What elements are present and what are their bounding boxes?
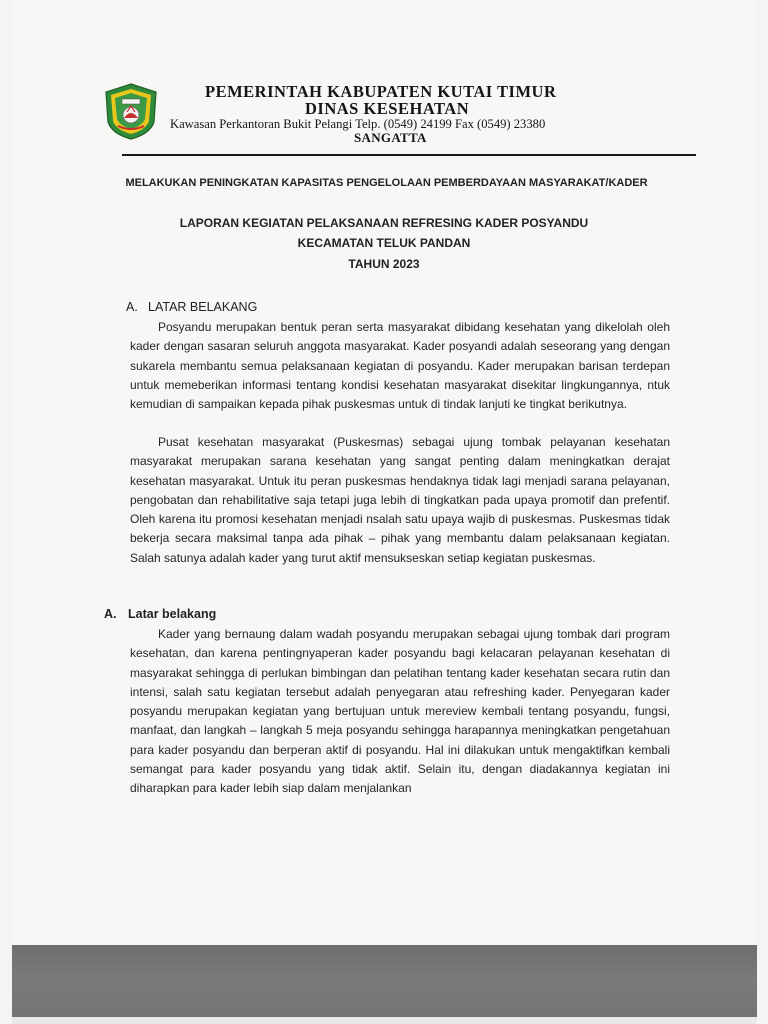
letterhead-city: SANGATTA: [354, 130, 427, 145]
section-heading-text: LATAR BELAKANG: [148, 300, 258, 314]
section-number: A.: [104, 607, 117, 621]
kutai-timur-emblem-icon: [100, 82, 162, 140]
section-heading: [104, 607, 216, 621]
section-number: A.: [126, 300, 138, 314]
activity-title: MELAKUKAN PENINGKATAN KAPASITAS PENGELOLAAN PEMBERDAYAAN MASYARAKAT/KADER: [125, 177, 648, 189]
letterhead-divider: [122, 154, 696, 156]
paragraph: Pusat kesehatan masyarakat (Puskesmas) sebagai ujung tombak pelayanan kesehatan masyarakat merupakan sarana kesehatan yang sangat penting dalam meningkatkan derajat kesehatan masyarakat. Untuk itu peran puskesmas hendaknya tidak lagi menjadi sarana pelayanan, pengobatan dan rehabilitative saja tetapi juga lebih di tingkatkan pada upaya promotif dan prefentif. Oleh karena itu promosi kesehatan menjadi nsalah satu upaya wajib di puskesmas. Puskesmas tidak bekerja secara maksimal tanpa ada pihak – pihak yang membantu dalam pelaksanaan kegiatan. Salah satunya adalah kader yang turut aktif mensukseskan setiap kegiatan puskesmas.: [130, 435, 670, 565]
paragraph: Posyandu merupakan bentuk peran serta masyarakat dibidang kesehatan yang dikelolah oleh kader dengan sasaran seluruh anggota masyarakat. Kader posyandi adalah seseorang yang dengan sukarela membantu semua pelaksanaan kegiatan di posyandu. Kader merupakan barisan terdepan untuk memeberikan informasi tentang kondisi kesehatan masyarakat disekitar lingkungannya, ntuk kemudian di sampaikan kepada pihak puskesmas untuk di tindak lanjuti ke tingkat berikutnya.: [130, 320, 670, 412]
letterhead-agency: DINAS KESEHATAN: [305, 99, 470, 118]
viewer-bottom-bar: [12, 945, 757, 1017]
viewer-bottom-strip: [12, 1017, 757, 1024]
letterhead-address: Kawasan Perkantoran Bukit Pelangi Telp. (0549) 24199 Fax (0549) 23380: [170, 117, 546, 131]
letterhead-government: PEMERINTAH KABUPATEN KUTAI TIMUR: [205, 82, 557, 101]
section-heading-text: Latar belakang: [128, 607, 217, 621]
report-subtitle-district: KECAMATAN TELUK PANDAN: [297, 236, 471, 250]
paragraph: Kader yang bernaung dalam wadah posyandu merupakan sebagai ujung tombak dari program kesehatan, dan karena pentingnyaperan kader posyandu bagi kelacaran pelayanan kesehatan di masyarakat sehingga di perlukan bimbingan dan pelatihan tentang kader kesehatan secara rutin dan intensi, salah satu kegiatan tersebut adalah penyegaran atau refreshing kader. Penyegaran kader posyandu merupakan kegiatan yang bertujuan untuk mereview kembali tentang posyandu, fungsi, manfaat, dan langkah – langkah 5 meja posyandu sehingga harapannya meningkatkan pengetahuan para kader posyandu dan berperan aktif di posyandu. Hal ini dilakukan untuk mengaktifkan kembali semangat para kader posyandu yang tidak aktif. Selain itu, dengan diadakannya kegiatan ini diharapkan para kader lebih siap dalam menjalankan: [130, 627, 670, 796]
report-title: LAPORAN KEGIATAN PELAKSANAAN REFRESING KADER POSYANDU: [179, 216, 589, 230]
report-subtitle-year: TAHUN 2023: [348, 257, 420, 271]
section-heading: [126, 300, 257, 314]
